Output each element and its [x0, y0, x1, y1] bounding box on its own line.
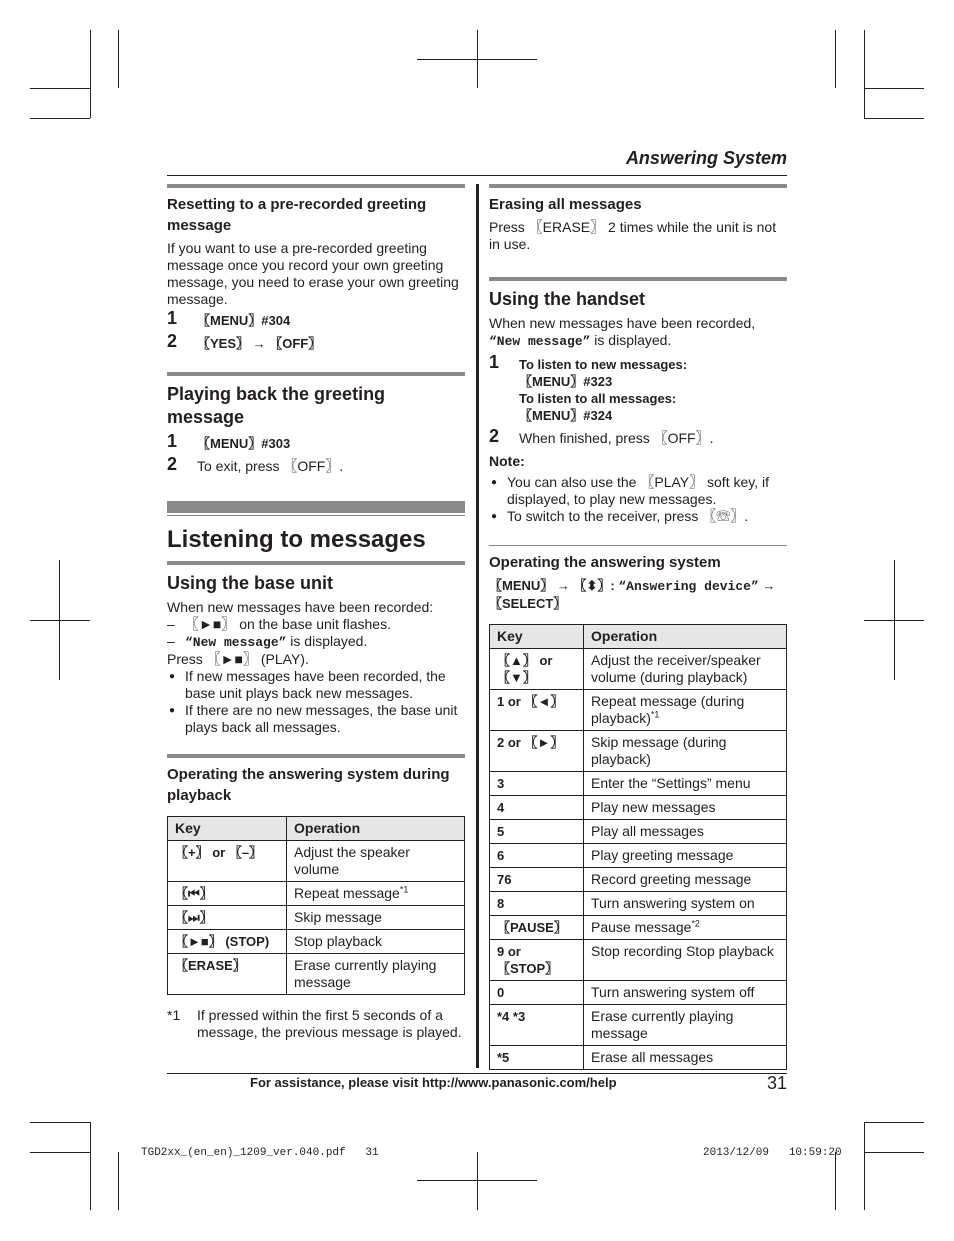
table-cell-operation [287, 882, 465, 906]
step-text: 〖MENU〗#303 [197, 436, 291, 451]
table-row [168, 906, 465, 930]
path-text: → 〖SELECT〗 [489, 578, 776, 611]
table-cell-key: 〖PAUSE〗 [490, 916, 584, 940]
bullet-text: You can also use the 〖PLAY〗 soft key, if displayed, to play new messages. [507, 474, 769, 507]
table-cell-operation [584, 940, 787, 981]
bullet-item [489, 508, 787, 525]
footer-help: For assistance, please visit http://www.panasonic.com/help [250, 1075, 617, 1090]
step-text: To exit, press 〖OFF〗. [197, 458, 344, 474]
note-label: Note: [489, 453, 525, 469]
table-cell-key: 〖⏭〗 [168, 906, 287, 930]
crop-mark [417, 1180, 537, 1181]
table-cell-operation [584, 690, 787, 731]
table-row [490, 1046, 787, 1070]
section-rule [167, 184, 465, 188]
step-text: 〖MENU〗#324 [519, 408, 613, 423]
operation-text: Enter the “Settings” menu [591, 775, 751, 791]
path-text: 〖MENU〗 → 〖⬍〗: [489, 578, 619, 593]
table-cell-operation [584, 731, 787, 772]
intro-text: is displayed. [590, 332, 672, 348]
step-number: 2 [489, 426, 500, 446]
crop-mark [30, 118, 90, 119]
dash-text: 〖►■〗 on the base unit flashes. [185, 616, 391, 632]
operation-text: Repeat message [294, 885, 400, 901]
section-title-base-unit: Using the base unit [167, 573, 334, 593]
table-cell-key: 0 [490, 981, 584, 1005]
crop-mark [118, 30, 119, 88]
table-cell-operation [287, 930, 465, 954]
step-number: 2 [167, 454, 178, 474]
slug-filename: TGD2xx_(en_en)_1209_ver.040.pdf 31 [141, 1147, 379, 1159]
header-rule [167, 175, 787, 176]
left-column [167, 184, 465, 1041]
bullet-item [489, 474, 787, 508]
reset-greeting-body: If you want to use a pre-recorded greeting message once you record your own greeting message, you need to erase your own greeting message. [167, 240, 459, 307]
table-row [490, 690, 787, 731]
step-item [167, 454, 465, 475]
step-number: 1 [489, 352, 500, 372]
section-title-playback-ops: Operating the answering system during playback [167, 766, 450, 804]
bullet-text: If new messages have been recorded, the base unit plays back new messages. [185, 668, 446, 701]
table-row [490, 772, 787, 796]
table-cell-operation [287, 906, 465, 930]
table-row [490, 981, 787, 1005]
table-row [168, 930, 465, 954]
step-item [489, 426, 787, 447]
table-header-row [490, 625, 787, 649]
intro-text: When new messages have been recorded, [489, 315, 756, 331]
table-row [490, 649, 787, 690]
display-text: “Answering device” [618, 579, 759, 594]
table-row [490, 916, 787, 940]
operation-text: Turn answering system off [591, 984, 755, 1000]
table-header: Key [490, 625, 584, 649]
crop-mark [864, 118, 924, 119]
crop-mark [90, 1122, 91, 1210]
table-row [490, 1005, 787, 1046]
step-number: 2 [167, 331, 178, 351]
footer-rule [167, 1073, 787, 1074]
operation-text: Skip message [294, 909, 382, 925]
section-rule [167, 372, 465, 376]
bullet-item [167, 702, 465, 736]
table-cell-operation [287, 954, 465, 995]
step-item [167, 308, 465, 329]
press-play-text: Press 〖►■〗 (PLAY). [167, 651, 309, 667]
section-rule [167, 561, 465, 565]
table-cell-key: 3 [490, 772, 584, 796]
crop-mark [864, 1122, 865, 1210]
section-title-erase-all: Erasing all messages [489, 196, 642, 213]
step-item [167, 431, 465, 452]
operation-text: Pause message [591, 919, 692, 935]
step-number: 1 [167, 431, 178, 451]
operation-text: Turn answering system on [591, 895, 755, 911]
table-header: Key [168, 817, 287, 841]
crop-mark [835, 1152, 836, 1210]
section-title-answering-ops: Operating the answering system [489, 554, 721, 571]
table-cell-key: 5 [490, 820, 584, 844]
section-rule [489, 277, 787, 281]
operation-text: Play all messages [591, 823, 704, 839]
table-cell-key: 6 [490, 844, 584, 868]
table-row [490, 892, 787, 916]
erase-all-body: Press 〖ERASE〗 2 times while the unit is not in use. [489, 219, 777, 252]
table-cell-operation [584, 1005, 787, 1046]
table-row [490, 796, 787, 820]
base-unit-intro: When new messages have been recorded: [167, 599, 434, 615]
crop-mark [864, 1122, 924, 1123]
step-number: 1 [167, 308, 178, 328]
list-item [167, 633, 465, 651]
footnote-ref: *2 [691, 918, 700, 929]
bullet-item [167, 668, 465, 702]
table-row [490, 820, 787, 844]
table-header-row [168, 817, 465, 841]
table-row [490, 940, 787, 981]
table-row [490, 868, 787, 892]
crop-mark [417, 59, 537, 60]
crop-mark [864, 1152, 924, 1153]
crop-mark [30, 88, 90, 89]
operation-text: Adjust the receiver/speaker volume (during playback) [591, 652, 761, 685]
page-number: 31 [766, 1073, 787, 1093]
section-rule [489, 545, 787, 546]
table-cell-key: 〖▲〗 or 〖▼〗 [490, 649, 584, 690]
operation-text: Erase currently playing message [294, 957, 437, 990]
table-cell-operation [584, 649, 787, 690]
display-text: “New message” [185, 635, 287, 650]
crop-mark [30, 1152, 90, 1153]
section-title-handset: Using the handset [489, 289, 646, 309]
table-cell-operation [584, 1046, 787, 1070]
section-rule [489, 184, 787, 188]
table-cell-key: 1 or 〖◄〗 [490, 690, 584, 731]
table-cell-key: 9 or 〖STOP〗 [490, 940, 584, 981]
table-cell-operation [584, 916, 787, 940]
section-rule [167, 754, 465, 758]
operation-text: Play new messages [591, 799, 716, 815]
table-cell-operation [584, 796, 787, 820]
table-cell-key: 〖►■〗 (STOP) [168, 930, 287, 954]
table-cell-operation [584, 892, 787, 916]
dash-text: is displayed. [286, 633, 368, 649]
table-cell-key: *5 [490, 1046, 584, 1070]
table-cell-key: 〖+〗 or 〖–〗 [168, 841, 287, 882]
step-text: To listen to all messages: [519, 391, 677, 406]
crop-mark [835, 30, 836, 88]
crop-mark [864, 620, 924, 621]
footnote-text: If pressed within the first 5 seconds of a message, the previous message is played. [197, 1007, 462, 1040]
table-cell-key: 8 [490, 892, 584, 916]
crop-mark [477, 1152, 478, 1210]
operation-text: Erase currently playing message [591, 1008, 734, 1041]
operation-text: Play greeting message [591, 847, 734, 863]
table-row [168, 841, 465, 882]
crop-mark [864, 88, 924, 89]
crop-mark [30, 1122, 90, 1123]
crop-mark [30, 620, 90, 621]
right-column [489, 184, 787, 1070]
operation-text: Adjust the speaker volume [294, 844, 410, 877]
table-cell-operation [584, 981, 787, 1005]
table-cell-operation [584, 772, 787, 796]
table-cell-operation [584, 844, 787, 868]
operation-text: Stop recording Stop playback [591, 943, 774, 959]
table-row [490, 731, 787, 772]
operation-text: Skip message (during playback) [591, 734, 727, 767]
bullet-text: To switch to the receiver, press 〖☏〗. [507, 508, 749, 524]
column-divider [476, 184, 479, 1068]
step-text: When finished, press 〖OFF〗. [519, 430, 714, 446]
chapter-rule [167, 501, 465, 515]
bullet-text: If there are no new messages, the base unit plays back all messages. [185, 702, 458, 735]
running-header: Answering System [625, 148, 787, 168]
table-cell-key: 〖⏮〗 [168, 882, 287, 906]
operation-text: Stop playback [294, 933, 382, 949]
crop-mark [864, 30, 865, 118]
step-text: To listen to new messages: [519, 357, 688, 372]
table-cell-operation [584, 820, 787, 844]
answering-key-table [489, 624, 787, 1070]
step-item [489, 352, 787, 424]
table-cell-operation [584, 868, 787, 892]
step-text: 〖MENU〗#323 [519, 374, 613, 389]
table-cell-key: 〖ERASE〗 [168, 954, 287, 995]
crop-mark [118, 1152, 119, 1210]
handset-intro [489, 315, 787, 350]
table-cell-key: 4 [490, 796, 584, 820]
table-cell-key: *4 *3 [490, 1005, 584, 1046]
table-row [168, 882, 465, 906]
operation-text: Erase all messages [591, 1049, 714, 1065]
menu-path [489, 577, 787, 612]
table-cell-key: 76 [490, 868, 584, 892]
step-text: 〖MENU〗#304 [197, 313, 291, 328]
table-cell-key: 2 or 〖►〗 [490, 731, 584, 772]
step-item [167, 331, 465, 352]
footnote-ref: *1 [399, 884, 409, 895]
playback-key-table [167, 816, 465, 995]
section-title-reset-greeting: Resetting to a pre-recorded greeting message [167, 196, 427, 234]
page-title: Listening to messages [167, 526, 426, 553]
table-header: Operation [287, 817, 465, 841]
list-item [167, 616, 465, 633]
footnote [167, 1007, 465, 1041]
crop-mark [90, 30, 91, 118]
display-text: “New message” [489, 334, 591, 349]
operation-text: Record greeting message [591, 871, 752, 887]
table-row [490, 844, 787, 868]
step-text: 〖YES〗 → 〖OFF〗 [197, 336, 322, 351]
table-header: Operation [584, 625, 787, 649]
table-cell-operation [287, 841, 465, 882]
footnote-ref: *1 [650, 709, 660, 720]
footnote-mark: *1 [167, 1007, 181, 1023]
table-row [168, 954, 465, 995]
slug-timestamp: 2013/12/09 10:59:20 [703, 1147, 842, 1159]
section-title-playing-greeting: Playing back the greeting message [167, 384, 386, 427]
operation-text: Repeat message (during playback) [591, 693, 745, 726]
